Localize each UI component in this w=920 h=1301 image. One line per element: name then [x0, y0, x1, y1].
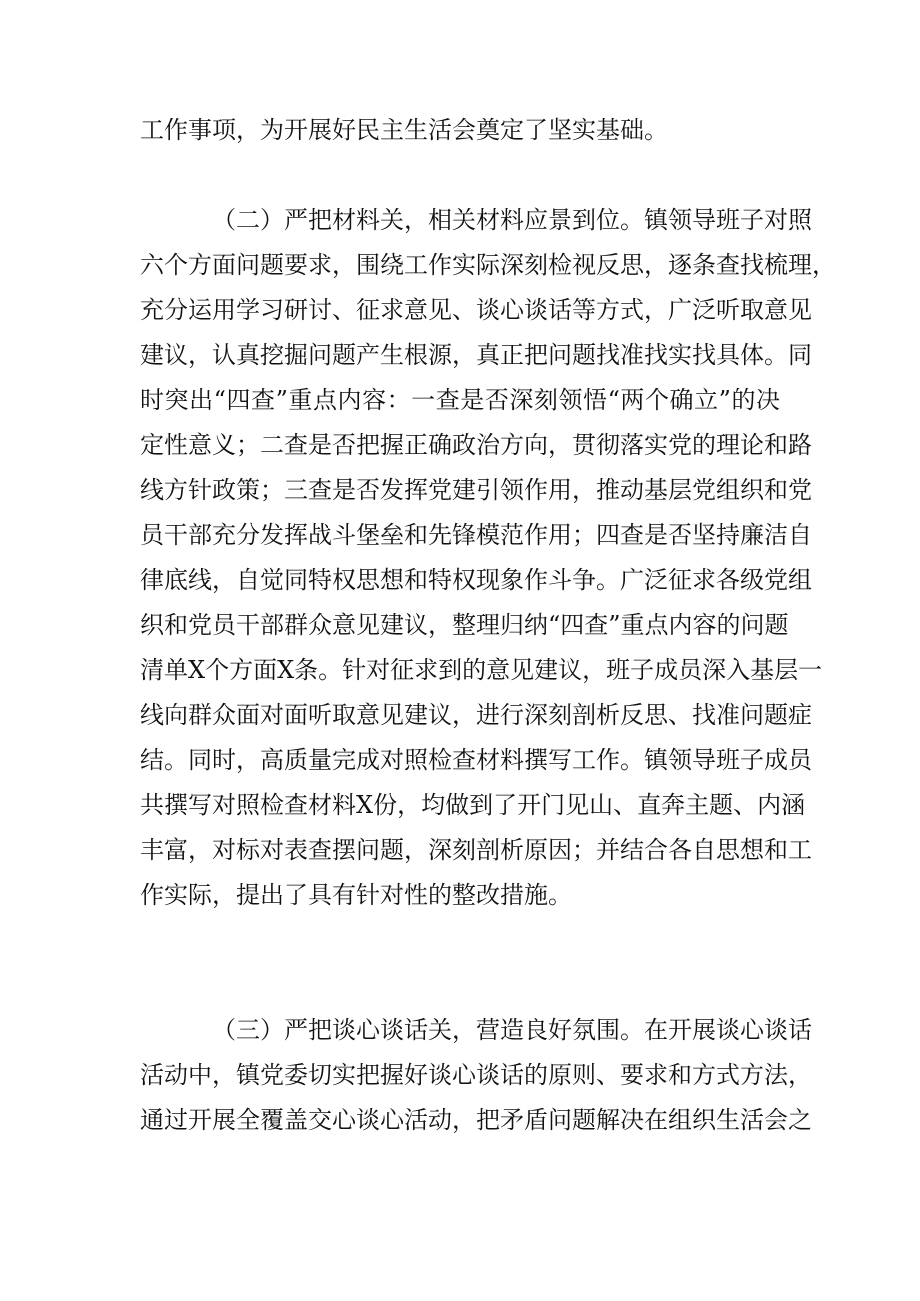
paragraph-2-line: 作实际，提出了具有针对性的整改措施。: [140, 881, 572, 909]
paragraph-2-line: 丰富，对标对表查摆问题，深刻剖析原因；并结合各自思想和工: [140, 836, 812, 864]
paragraph-1-line: 工作事项，为开展好民主生活会奠定了坚实基础。: [140, 116, 668, 144]
paragraph-3-line: （三）严把谈心谈话关，营造良好氛围。在开展谈心谈话: [212, 1016, 812, 1044]
paragraph-2-line: 充分运用学习研讨、征求意见、谈心谈话等方式，广泛听取意见: [140, 296, 812, 324]
paragraph-2-line: 清单X个方面X条。针对征求到的意见建议，班子成员深入基层一: [140, 656, 823, 684]
paragraph-2-line: 律底线，自觉同特权思想和特权现象作斗争。广泛征求各级党组: [140, 566, 812, 594]
paragraph-2-line: 定性意义；二查是否把握正确政治方向，贯彻落实党的理论和路: [140, 431, 812, 459]
paragraph-2-line: 六个方面问题要求，围绕工作实际深刻检视反思，逐条查找梳理，: [140, 251, 836, 279]
paragraph-2-line: 时突出“四查”重点内容：一查是否深刻领悟“两个确立”的决: [140, 386, 780, 414]
paragraph-2-line: （二）严把材料关，相关材料应景到位。镇领导班子对照: [212, 206, 812, 234]
paragraph-2-line: 织和党员干部群众意见建议，整理归纳“四查”重点内容的问题: [140, 611, 789, 639]
paragraph-2-line: 共撰写对照检查材料X份，均做到了开门见山、直奔主题、内涵: [140, 791, 806, 819]
paragraph-2-line: 结。同时，高质量完成对照检查材料撰写工作。镇领导班子成员: [140, 746, 812, 774]
paragraph-2-line: 员干部充分发挥战斗堡垒和先锋模范作用；四查是否坚持廉洁自: [140, 521, 812, 549]
paragraph-2-line: 线方针政策；三查是否发挥党建引领作用，推动基层党组织和党: [140, 476, 812, 504]
paragraph-2-line: 建议，认真挖掘问题产生根源，真正把问题找准找实找具体。同: [140, 341, 812, 369]
paragraph-3-line: 通过开展全覆盖交心谈心活动，把矛盾问题解决在组织生活会之: [140, 1106, 812, 1134]
paragraph-2-line: 线向群众面对面听取意见建议，进行深刻剖析反思、找准问题症: [140, 701, 812, 729]
paragraph-3-line: 活动中，镇党委切实把握好谈心谈话的原则、要求和方式方法，: [140, 1061, 812, 1089]
